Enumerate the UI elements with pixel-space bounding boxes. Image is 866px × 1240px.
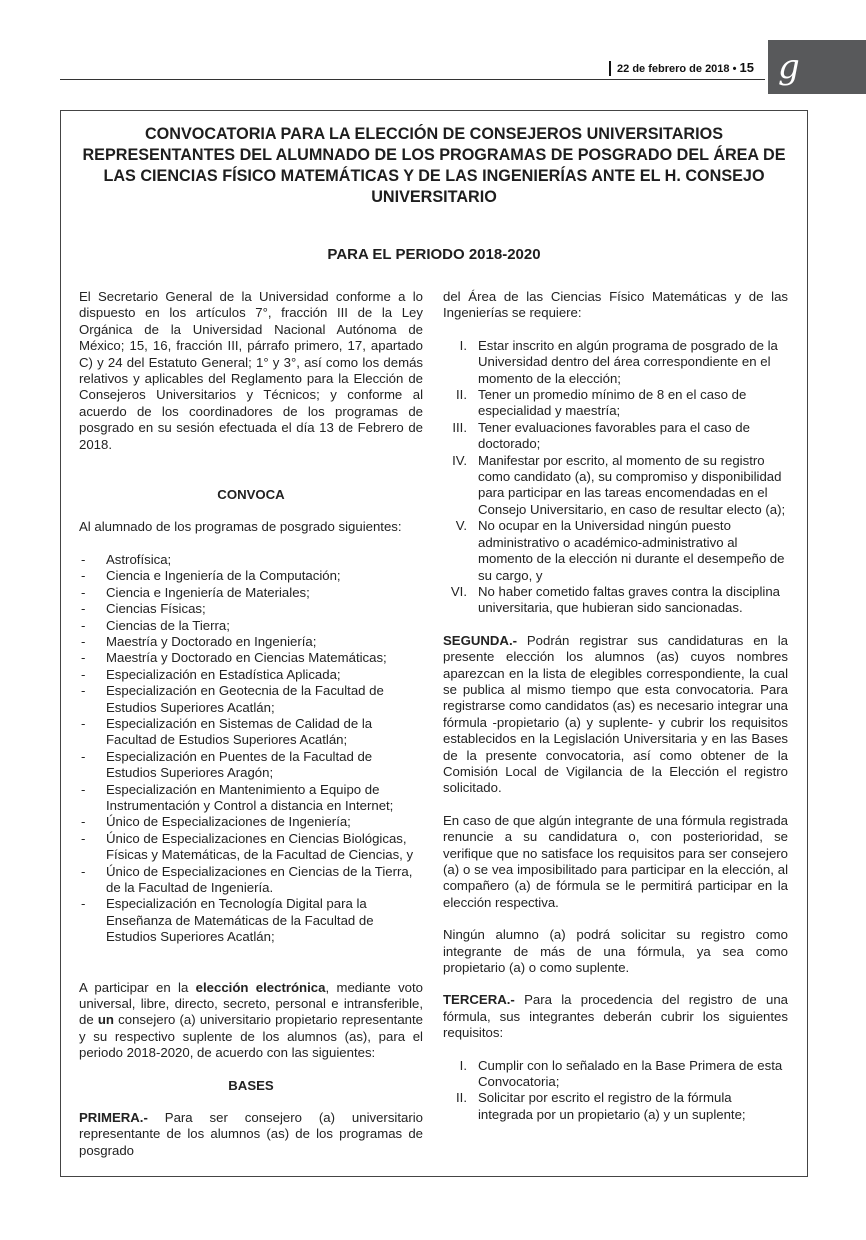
page-number: 15 bbox=[739, 60, 754, 75]
programs-list bbox=[79, 552, 423, 946]
requisito-number: I. bbox=[459, 1057, 467, 1073]
requisito-number: V. bbox=[455, 518, 467, 534]
participar-text-c: consejero (a) universitario propietario representante y su respectivo suplente de los alumnos (as), para el periodo 2018-2020, de acuerdo con las siguientes: bbox=[79, 1012, 423, 1061]
requisito-item bbox=[443, 453, 788, 519]
program-list-item: - Especialización en Sistemas de Calidad de la Facultad de Estudios Superiores Acatlán; bbox=[79, 716, 423, 749]
program-list-item: - Maestría y Doctorado en Ciencias Matemáticas; bbox=[79, 650, 423, 666]
program-list-item: - Especialización en Mantenimiento a Equipo de Instrumentación y Control a distancia en Internet; bbox=[79, 782, 423, 815]
requisito-item bbox=[443, 1058, 788, 1091]
left-column bbox=[79, 289, 423, 1159]
requisito-item bbox=[443, 1090, 788, 1123]
tercera-paragraph bbox=[443, 992, 788, 1041]
requisito-text: Tener un promedio mínimo de 8 en el caso de especialidad y maestría; bbox=[478, 387, 747, 419]
program-list-item: - Especialización en Geotecnia de la Facultad de Estudios Superiores Acatlán; bbox=[79, 683, 423, 716]
requisito-number: VI. bbox=[450, 583, 467, 599]
document-title: CONVOCATORIA PARA LA ELECCIÓN DE CONSEJEROS UNIVERSITARIOS REPRESENTANTES DEL ALUMNADO DE LOS PROGRAMAS DE POSGRADO DEL ÁREA DE LAS CIENCIAS FÍSICO MATEMÁTICAS Y DE LAS INGENIERÍAS ANTE EL H. CONSEJO UNIVERSITARIO bbox=[82, 125, 786, 206]
program-list-item: - Ciencias de la Tierra; bbox=[79, 618, 423, 634]
requisito-number: I. bbox=[459, 337, 467, 353]
program-list-item: - Astrofísica; bbox=[79, 552, 423, 568]
requisito-text: Cumplir con lo señalado en la Base Primera de esta Convocatoria; bbox=[478, 1057, 783, 1090]
participar-text-a: A participar en la bbox=[79, 979, 196, 995]
tercera-text: Para la procedencia del registro de una fórmula, sus integrantes deberán cubrir los siguientes requisitos: bbox=[443, 992, 788, 1041]
program-list-item: - Especialización en Tecnología Digital para la Enseñanza de Matemáticas de la Facultad de Estudios Superiores Acatlán; bbox=[79, 896, 423, 945]
header-separator: • bbox=[732, 63, 737, 75]
requisito-number: IV. bbox=[452, 452, 467, 468]
program-list-item: - Especialización en Puentes de la Facultad de Estudios Superiores Aragón; bbox=[79, 749, 423, 782]
program-list-item: - Único de Especializaciones de Ingeniería; bbox=[79, 814, 423, 830]
requisitos-list bbox=[443, 338, 788, 617]
header-date-text: 22 de febrero de 2018 bbox=[617, 63, 730, 75]
document-subtitle: PARA EL PERIODO 2018-2020 bbox=[327, 246, 541, 263]
gaceta-logo-letter: g bbox=[778, 47, 800, 87]
tercera-label: TERCERA.- bbox=[443, 992, 515, 1008]
bases-heading: BASES bbox=[228, 1077, 274, 1093]
segunda-text: Podrán registrar sus candidaturas en la presente elección los alumnos (as) cuyos nombres aparezcan en la lista de elegibles correspondiente, la cual se publica al mismo tiempo que esta convocatoria. Para registrarse como candidatos (as) es necesario integrar una fórmula -propietario (a) y suplente- y cubrir los requisitos establecidos en la Legislación Universitaria y en las Bases de la presente convocatoria, así como obtener de la Comisión Local de Vigilancia de la Elección el registro solicitado. bbox=[443, 632, 788, 796]
segunda-paragraph bbox=[443, 633, 788, 797]
requisito-text: Estar inscrito en algún programa de posgrado de la Universidad dentro del área correspondiente en el momento de la elección; bbox=[478, 337, 778, 386]
requisito-number: II. bbox=[456, 1090, 467, 1106]
participar-bold-un: un bbox=[97, 1012, 114, 1028]
intro-paragraph: El Secretario General de la Universidad conforme a lo dispuesto en los artículos 7°, fracción III de la Ley Orgánica de la Universidad Nacional Autónoma de México; 15, 16, fracción III, párrafo primero, 17, apartado C) y 24 del Estatuto General; 1° y 3°, así como los demás relativos y aplicables del Reglamento para la Elección de Consejeros Universitarios y Técnicos; y conforme al acuerdo de los coordinadores de los programas de posgrado en su sesión efectuada el día 13 de Febrero de 2018. bbox=[79, 289, 423, 452]
requisito-text: Tener evaluaciones favorables para el caso de doctorado; bbox=[478, 419, 750, 452]
participar-text-b: , mediante voto universal, libre, directo, secreto, personal e intransferible, de bbox=[79, 979, 423, 1028]
program-list-item: - Ciencia e Ingeniería de Materiales; bbox=[79, 585, 423, 601]
primera-label: PRIMERA.- bbox=[79, 1110, 148, 1126]
gaceta-logo bbox=[768, 40, 866, 94]
primera-text: Para ser consejero (a) universitario representante de los alumnos (as) de los programas de posgrado bbox=[79, 1110, 423, 1158]
requisito-item bbox=[443, 420, 788, 453]
alumnado-paragraph: Al alumnado de los programas de posgrado siguientes: bbox=[79, 519, 402, 535]
program-list-item: - Ciencias Físicas; bbox=[79, 601, 423, 617]
requisito-number: III. bbox=[452, 419, 467, 435]
primera-paragraph bbox=[79, 1110, 423, 1159]
program-list-item: - Maestría y Doctorado en Ingeniería; bbox=[79, 634, 423, 650]
requisito-item bbox=[443, 338, 788, 387]
segunda-label: SEGUNDA.- bbox=[443, 632, 517, 648]
requisito-text: Manifestar por escrito, al momento de su registro como candidato (a), su compromiso y disponibilidad para participar en las tareas encomendadas en el Consejo Universitario, en caso de resultar electo (a); bbox=[478, 452, 786, 517]
header-date bbox=[609, 61, 754, 76]
requisito-item bbox=[443, 518, 788, 584]
convoca-heading: CONVOCA bbox=[217, 487, 285, 503]
requisito-item bbox=[443, 584, 788, 617]
participar-bold-electronica: elección electrónica bbox=[195, 979, 326, 995]
right-column bbox=[443, 289, 788, 1123]
program-list-item: - Único de Especializaciones en Ciencias de la Tierra, de la Facultad de Ingeniería. bbox=[79, 864, 423, 897]
tercera-requisitos-list bbox=[443, 1058, 788, 1124]
requisito-text: Solicitar por escrito el registro de la fórmula integrada por un propietario (a) y un suplente; bbox=[478, 1090, 746, 1122]
program-list-item: - Especialización en Estadística Aplicada; bbox=[79, 667, 423, 683]
requisito-number: II. bbox=[456, 387, 467, 403]
renuncia-paragraph: En caso de que algún integrante de una fórmula registrada renuncie a su candidatura o, con posterioridad, se verifique que no satisface los requisitos para ser consejero (a) o se vea imposibilitado para participar en la elección, al compañero (a) de fórmula se le permitirá participar en la elección respectiva. bbox=[443, 812, 788, 910]
header-rule bbox=[60, 79, 765, 80]
requisito-item bbox=[443, 387, 788, 420]
ningun-paragraph: Ningún alumno (a) podrá solicitar su registro como integrante de más de una fórmula, ya sea como propietario (a) o como suplente. bbox=[443, 927, 788, 976]
requisitos-intro: del Área de las Ciencias Físico Matemáticas y de las Ingenierías se requiere: bbox=[443, 289, 788, 321]
requisito-text: No haber cometido faltas graves contra la disciplina universitaria, que hubieran sido sancionadas. bbox=[478, 583, 781, 616]
requisito-text: No ocupar en la Universidad ningún puesto administrativo o académico-administrativo al momento de la elección ni durante el desempeño de su cargo, y bbox=[478, 518, 785, 583]
participar-paragraph bbox=[79, 980, 423, 1062]
program-list-item: - Único de Especializaciones en Ciencias Biológicas, Físicas y Matemáticas, de la Facultad de Ciencias, y bbox=[79, 831, 423, 864]
program-list-item: - Ciencia e Ingeniería de la Computación; bbox=[79, 568, 423, 584]
